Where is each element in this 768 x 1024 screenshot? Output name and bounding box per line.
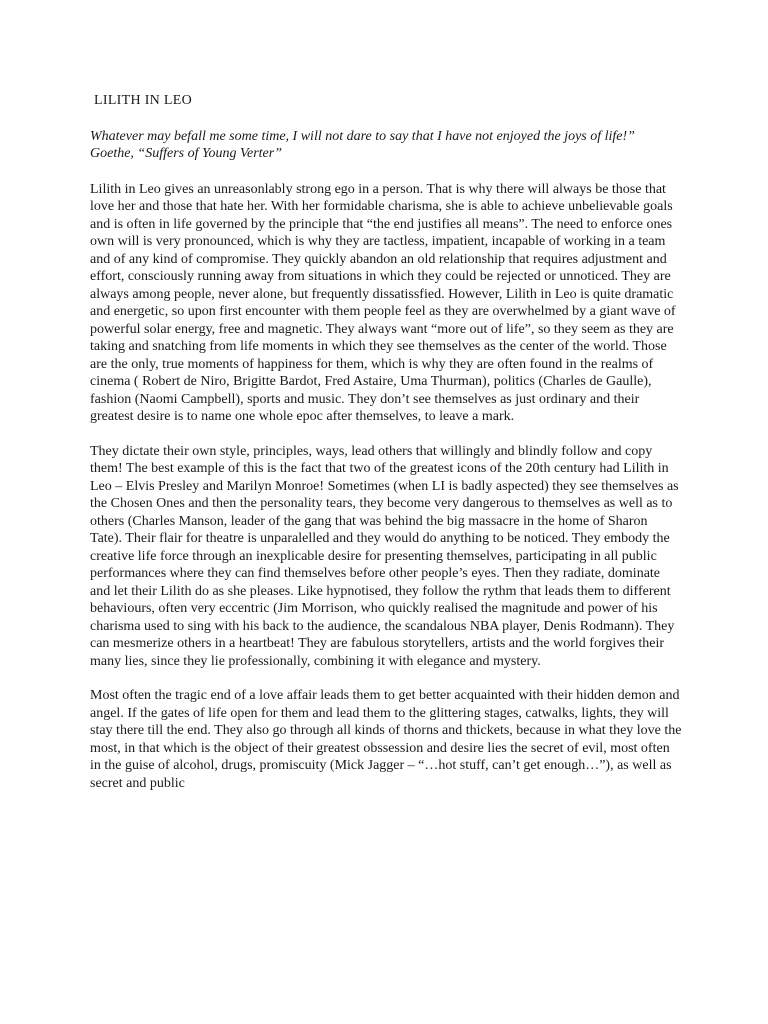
- paragraph-3: Most often the tragic end of a love affair leads them to get better acquainted with their hidden demon and angel. If the gates of life open for them and lead them to the glittering stages, catwalks, lights, they will stay there till the end. They also go through all kinds of thorns and thickets, because in what they love the most, in that which is the object of their greatest obssession and desire lies the secret of evil, most often in the guise of alcohol, drugs, promiscuity (Mick Jagger – “…hot stuff, can’t get enough…”), as well as secret and public: [90, 688, 682, 791]
- epigraph-quote: Whatever may befall me some time, I will not dare to say that I have not enjoyed the joys of life!”: [90, 128, 635, 144]
- epigraph-attribution: Goethe, “Suffers of Young Verter”: [90, 146, 282, 161]
- paragraph-2: They dictate their own style, principles, ways, lead others that willingly and blindly follow and copy them! The best example of this is the fact that two of the greatest icons of the 20th century had Lilith in Leo – Elvis Presley and Marilyn Monroe! Sometimes (when LI is badly aspected) they see themselves as the Chosen Ones and then the personality tears, they become very dangerous to themselves as well as to others (Charles Manson, leader of the gang that was behind the big massacre in the home of Sharon Tate). Their flair for theatre is unparalelled and they would do anything to be noticed. They embody the creative life force through an inexplicable desire for presenting themselves, participating in all public performances where they can find themselves before other people’s eyes. Then they radiate, dominate and let their Lilith do as she pleases. Like hypnotised, they follow the rythm that leads them to different behaviours, often very eccentric (Jim Morrison, who quickly realised the magnitude and power of his charisma used to sing with his back to the audience, the scandalous NBA player, Denis Rodmann). They can mesmerize others in a heartbeat! They are fabulous storytellers, artists and the world forgives their many lies, since they lie professionally, combining it with elegance and mystery.: [90, 443, 679, 669]
- document-title: LILITH IN LEO: [94, 93, 192, 108]
- document-page: [90, 92, 682, 809]
- paragraph-1: Lilith in Leo gives an unreasonlably strong ego in a person. That is why there will always be those that love her and those that hate her. With her formidable charisma, she is able to achieve unbelievable goals and is often in life governed by the principle that “the end justifies all means”. The need to enforce ones own will is very pronounced, which is why they are tactless, impatient, incapable of working in a team and of any kind of compromise. They quickly abandon an old relationship that requires adjustment and effort, consciously running away from situations in which they could be rejected or unnoticed. They are always among people, never alone, but frequently dissatissfied. However, Lilith in Leo is quite dramatic and energetic, so upon first encounter with them people feel as they are overwhelmed by a giant wave of powerful solar energy, free and magnetic. They always want “more out of life”, so they seem as they are taking and snatching from life moments in which they see themselves as the center of the world. Those are the only, true moments of happiness for them, which is why they are often found in the realms of cinema ( Robert de Niro, Brigitte Bardot, Fred Astaire, Uma Thurman), politics (Charles de Gaulle), fashion (Naomi Campbell), sports and music. They don’t see themselves as just ordinary and their greatest desire is to name one whole epoc after themselves, to leave a mark.: [90, 181, 676, 424]
- epigraph: [90, 128, 682, 163]
